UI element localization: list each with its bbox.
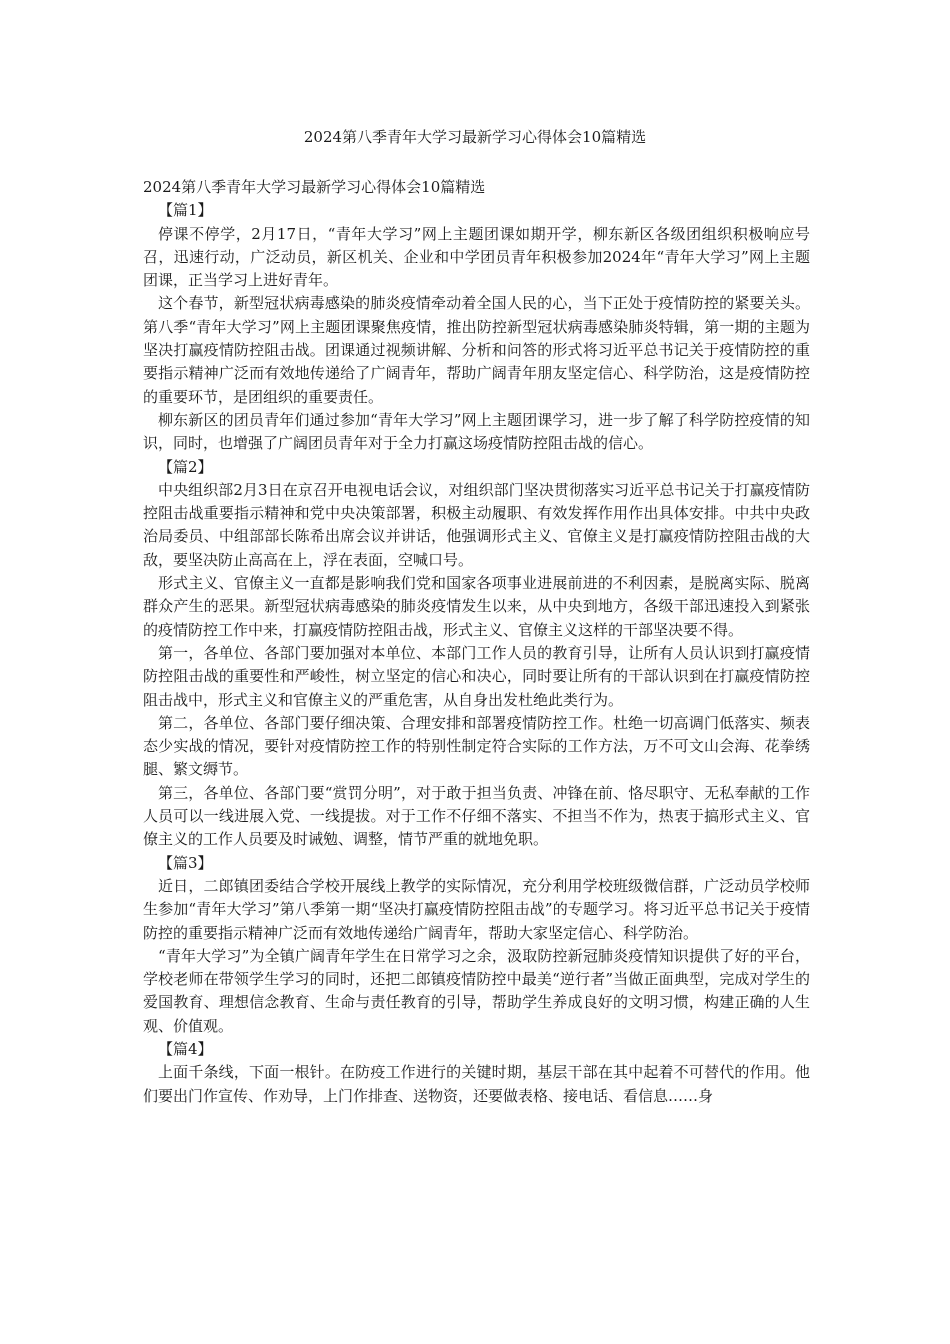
- section-heading: 【篇4】: [158, 1039, 213, 1058]
- paragraph: 第二，各单位、各部门要仔细决策、合理安排和部署疫情防控工作。杜绝一切高调门低落实、频表态少实战的情况，要针对疫情防控工作的特别性制定符合实际的工作方法，万不可文山会海、花拳绣腿、繁文缛节。: [143, 713, 810, 779]
- paragraph: 柳东新区的团员青年们通过参加“青年大学习”网上主题团课学习，进一步了解了科学防控疫情的知识，同时，也增强了广阔团员青年对于全力打赢这场疫情防控阻击战的信心。: [143, 410, 810, 453]
- paragraph: “青年大学习”为全镇广阔青年学生在日常学习之余，汲取防控新冠肺炎疫情知识提供了好的平台，学校老师在带领学生学习的同时，还把二郎镇疫情防控中最美“逆行者”当做正面典型，完成对学生的爱国教育、理想信念教育、生命与责任教育的引导，帮助学生养成良好的文明习惯，构建正确的人生观、价值观。: [143, 946, 810, 1035]
- paragraph: 形式主义、官僚主义一直都是影响我们党和国家各项事业进展前进的不利因素，是脱离实际、脱离群众产生的恶果。新型冠状病毒感染的肺炎疫情发生以来，从中央到地方，各级干部迅速投入到紧张的疫情防控工作中来，打赢疫情防控阻击战，形式主义、官僚主义这样的干部坚决要不得。: [143, 574, 810, 639]
- document-body: [143, 176, 810, 1108]
- paragraph: 近日，二郎镇团委结合学校开展线上教学的实际情况，充分利用学校班级微信群，广泛动员学校师生参加“青年大学习”第八季第一期“坚决打赢疫情防控阻击战”的专题学习。将习近平总书记关于疫情防控的重要指示精神广泛而有效地传递给广阔青年，帮助大家坚定信心、科学防治。: [143, 876, 810, 942]
- paragraph: 第三，各单位、各部门要“赏罚分明”，对于敢于担当负责、冲锋在前、恪尽职守、无私奉献的工作人员可以一线进展入党、一线提拔。对于工作不仔细不落实、不担当不作为，热衷于搞形式主义、官僚主义的工作人员要及时诫勉、调整，情节严重的就地免职。: [143, 783, 810, 849]
- section-heading: 【篇1】: [158, 201, 213, 220]
- section-heading: 【篇2】: [158, 457, 213, 476]
- paragraph: 这个春节，新型冠状病毒感染的肺炎疫情牵动着全国人民的心，当下正处于疫情防控的紧要关头。第八季“青年大学习”网上主题团课聚焦疫情，推出防控新型冠状病毒感染肺炎特辑，第一期的主题为坚决打赢疫情防控阻击战。团课通过视频讲解、分析和问答的形式将习近平总书记关于疫情防控的重要指示精神广泛而有效地传递给了广阔青年，帮助广阔青年朋友坚定信心、科学防治，这是疫情防控的重要环节，是团组织的重要责任。: [143, 294, 810, 406]
- paragraph: 上面千条线，下面一根针。在防疫工作进行的关键时期，基层干部在其中起着不可替代的作用。他们要出门作宣传、作劝导，上门作排查、送物资，还要做表格、接电话、看信息……身: [143, 1063, 810, 1105]
- section-heading: 【篇3】: [158, 853, 213, 872]
- paragraph: 第一，各单位、各部门要加强对本单位、本部门工作人员的教育引导，让所有人员认识到打赢疫情防控阻击战的重要性和严峻性，树立坚定的信心和决心，同时要让所有的干部认识到在打赢疫情防控阻击战中，形式主义和官僚主义的严重危害，从自身出发杜绝此类行为。: [143, 643, 810, 709]
- document-subtitle: 2024第八季青年大学习最新学习心得体会10篇精选: [143, 178, 486, 196]
- document-title: 2024第八季青年大学习最新学习心得体会10篇精选: [303, 128, 647, 146]
- paragraph: 中央组织部2月3日在京召开电视电话会议，对组织部门坚决贯彻落实习近平总书记关于打赢疫情防控阻击战重要指示精神和党中央决策部署，积极主动履职、有效发挥作用作出具体安排。中共中央政治局委员、中组部部长陈希出席会议并讲话，他强调形式主义、官僚主义是打赢疫情防控阻击战的大敌，要坚决防止高高在上，浮在表面，空喊口号。: [143, 480, 810, 569]
- paragraph: 停课不停学，2月17日，“青年大学习”网上主题团课如期开学，柳东新区各级团组织积极响应号召，迅速行动，广泛动员，新区机关、企业和中学团员青年积极参加2024年“青年大学习”网上主题团课，正当学习上进好青年。: [143, 224, 810, 290]
